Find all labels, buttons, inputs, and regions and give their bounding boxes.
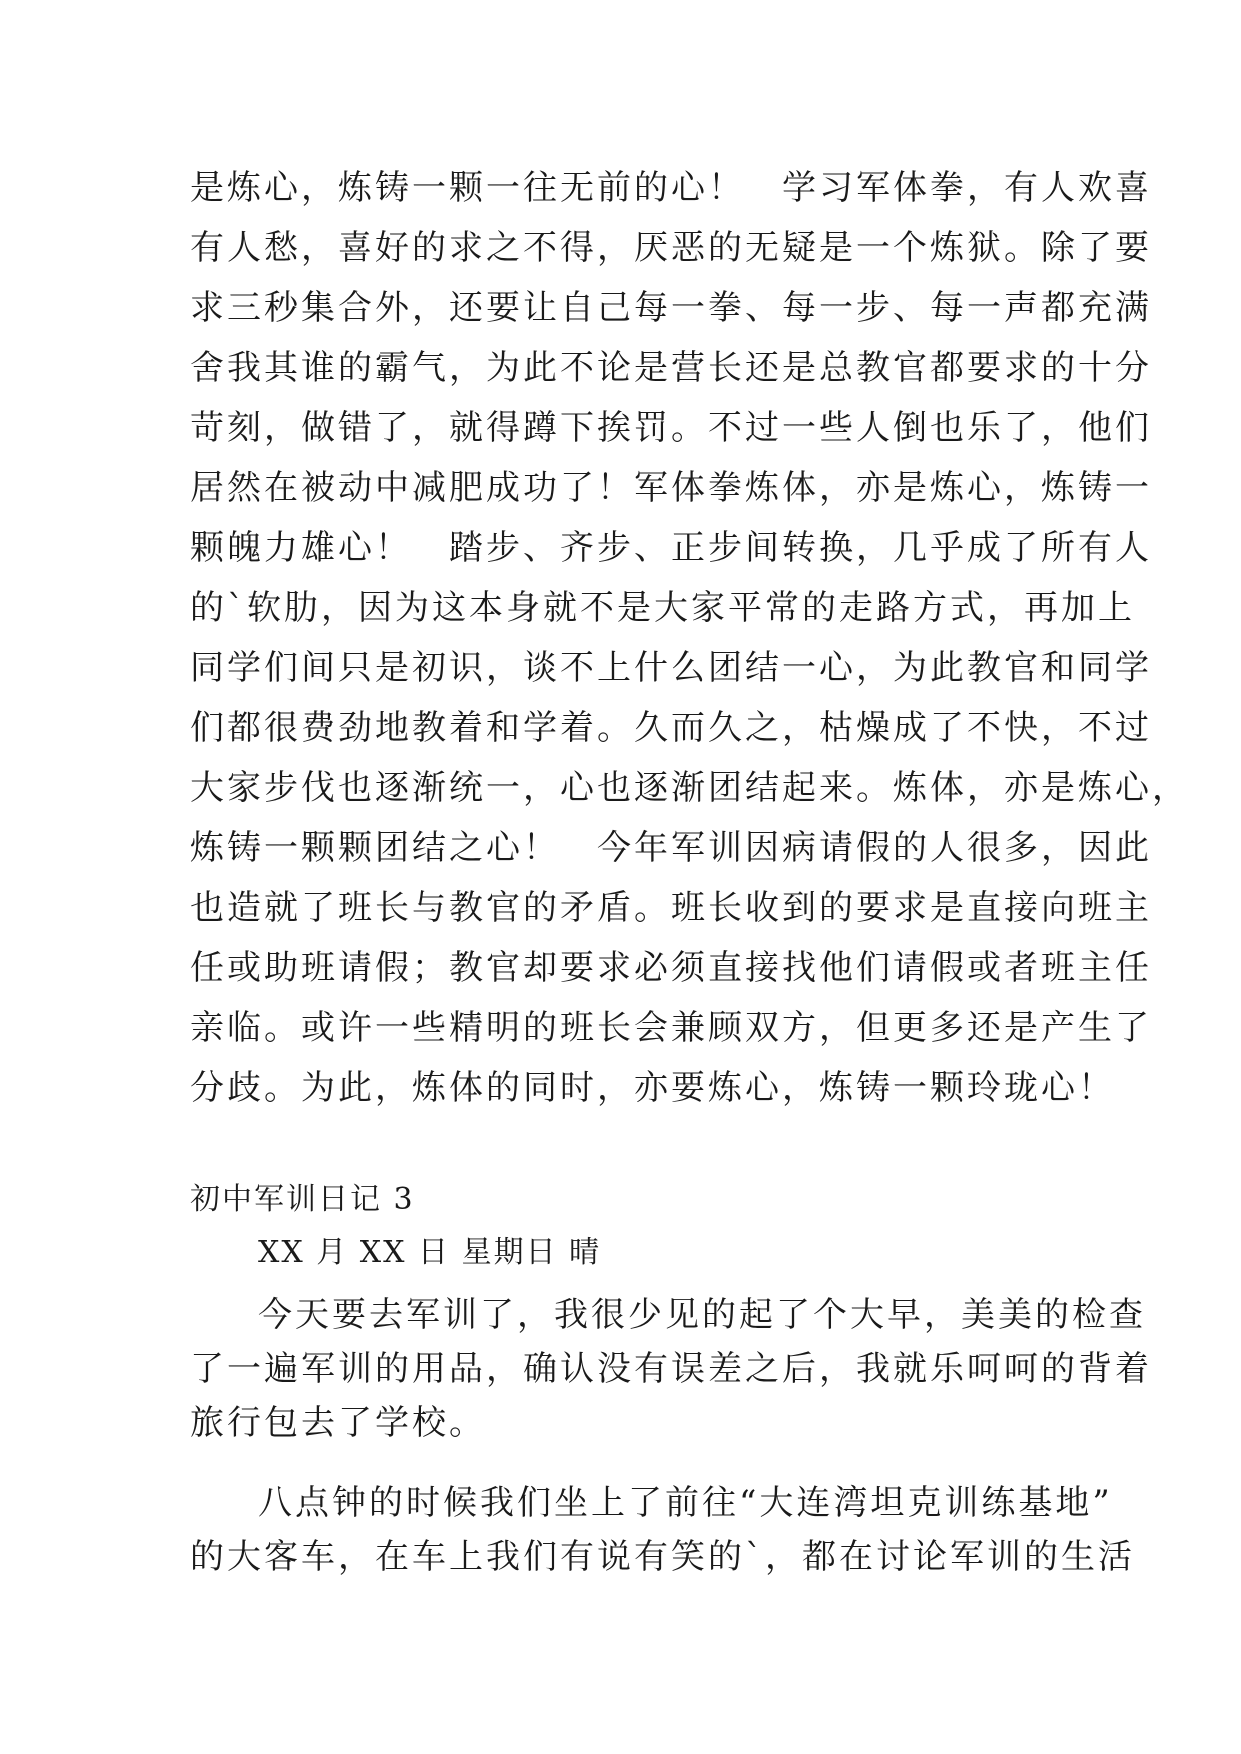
text-line: 亲临。或许一些精明的班长会兼顾双方，但更多还是产生了 — [190, 1008, 1152, 1048]
document-body — [190, 158, 1189, 1584]
text-line: 分歧。为此，炼体的同时，亦要炼心，炼铸一颗玲珑心！ — [190, 1068, 1115, 1108]
text-line: 们都很费劲地教着和学着。久而久之，枯燥成了不快，不过 — [190, 708, 1152, 748]
diary-date: XX 月 XX 日 星期日 晴 — [258, 1235, 602, 1270]
text-line: 求三秒集合外，还要让自己每一拳、每一步、每一声都充满 — [190, 288, 1152, 328]
text-line: 是炼心，炼铸一颗一往无前的心！ 学习军体拳，有人欢喜 — [190, 168, 1152, 208]
text-line: 苛刻，做错了，就得蹲下挨罚。不过一些人倒也乐了，他们 — [190, 408, 1152, 448]
diary-paragraph-2 — [190, 1476, 1135, 1584]
text-line: 居然在被动中减肥成功了！军体拳炼体，亦是炼心，炼铸一 — [190, 468, 1152, 508]
text-line: 炼铸一颗颗团结之心！ 今年军训因病请假的人很多，因此 — [190, 828, 1152, 868]
text-line: 同学们间只是初识，谈不上什么团结一心，为此教官和同学 — [190, 648, 1152, 688]
text-line: 也造就了班长与教官的矛盾。班长收到的要求是直接向班主 — [190, 888, 1152, 928]
text-line: 有人愁，喜好的求之不得，厌恶的无疑是一个炼狱。除了要 — [190, 228, 1152, 268]
text-line: 任或助班请假；教官却要求必须直接找他们请假或者班主任 — [190, 948, 1152, 988]
text-line: 今天要去军训了，我很少见的起了个大早，美美的检查 — [258, 1295, 1146, 1335]
diary-title: 初中军训日记 3 — [190, 1182, 415, 1217]
text-line: 的`软肋，因为这本身就不是大家平常的走路方式，再加上 — [190, 588, 1135, 628]
text-line: 的大客车，在车上我们有说有笑的`，都在讨论军训的生活 — [190, 1537, 1135, 1577]
essay-text — [190, 158, 1189, 1118]
text-line: 了一遍军训的用品，确认没有误差之后，我就乐呵呵的背着 — [190, 1349, 1152, 1389]
text-line: 颗魄力雄心！ 踏步、齐步、正步间转换，几乎成了所有人 — [190, 528, 1152, 568]
diary-paragraph-1 — [190, 1288, 1152, 1450]
text-line: 八点钟的时候我们坐上了前往“大连湾坦克训练基地” — [258, 1483, 1113, 1523]
text-line: 大家步伐也逐渐统一，心也逐渐团结起来。炼体，亦是炼心， — [190, 768, 1189, 808]
text-line: 旅行包去了学校。 — [190, 1403, 486, 1443]
text-line: 舍我其谁的霸气，为此不论是营长还是总教官都要求的十分 — [190, 348, 1152, 388]
